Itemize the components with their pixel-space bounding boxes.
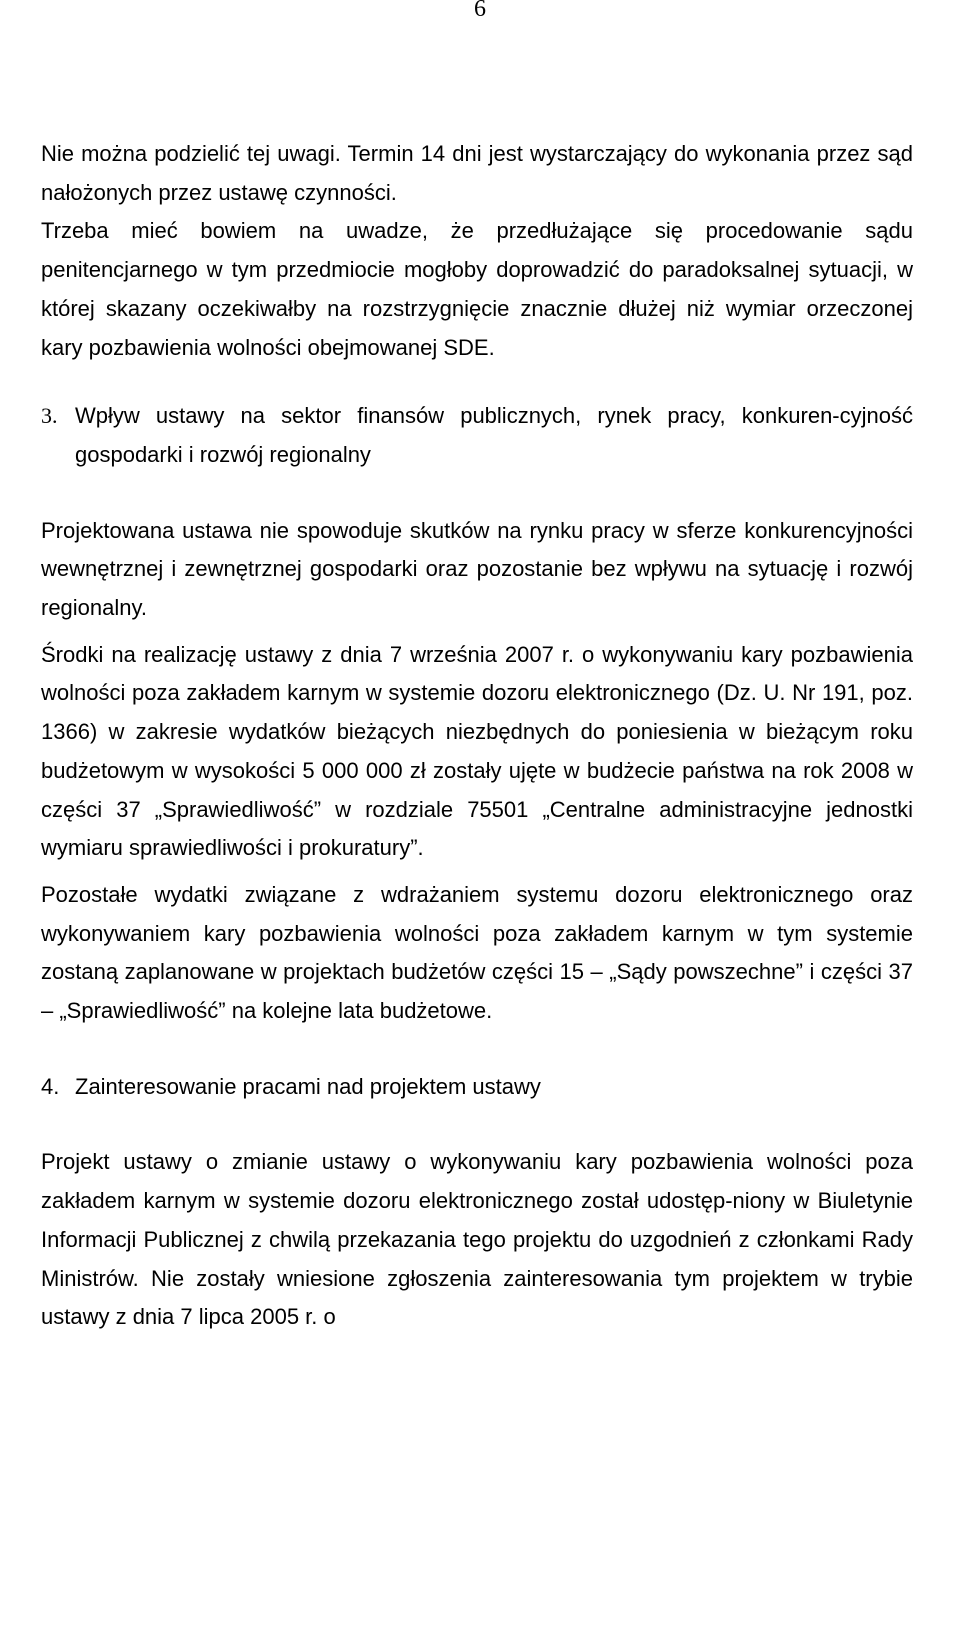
document-body: [41, 135, 913, 1337]
section-4-title: Zainteresowanie pracami nad projektem ustawy: [75, 1073, 541, 1099]
section-3-heading: [41, 397, 913, 474]
spacer: [41, 367, 913, 397]
spacer: [41, 868, 913, 876]
section-4-number: 4.: [41, 1073, 60, 1099]
paragraph-pozostale-wydatki: Pozostałe wydatki związane z wdrażaniem systemu dozoru elektronicznego oraz wykonywaniem kary pozbawienia wolności poza zakładem karnym w tym systemie zostaną zaplanowane w projektach budżetów części 15 – „Sądy powszechne” i części 37 – „Sprawiedliwość” na kolejne lata budżetowe.: [41, 881, 913, 1024]
paragraph-srodki: Środki na realizację ustawy z dnia 7 września 2007 r. o wykonywaniu kary pozbawienia wolności poza zakładem karnym w systemie dozoru elektronicznego (Dz. U. Nr 191, poz. 1366) w zakresie wydatków bieżących niezbędnych do poniesienia w bieżącym roku budżetowym w wysokości 5 000 000 zł zostały ujęte w budżecie państwa na rok 2008 w części 37 „Sprawiedliwość” w rozdziale 75501 „Centralne administracyjne jednostki wymiaru sprawiedliwości i prokuratury”.: [41, 641, 913, 861]
spacer: [41, 1031, 913, 1068]
spacer: [41, 628, 913, 636]
section-4-heading: [41, 1068, 913, 1107]
paragraph-projekt-udostepniony: Projekt ustawy o zmianie ustawy o wykonywaniu kary pozbawienia wolności poza zakładem karnym w systemie dozoru elektronicznego został udostęp-niony w Biuletynie Informacji Publicznej z chwilą przekazania tego projektu do uzgodnień z członkami Rady Ministrów. Nie zostały wniesione zgłoszenia zainteresowania tym projektem w trybie ustawy z dnia 7 lipca 2005 r. o: [41, 1149, 913, 1330]
paragraph-termin: Nie można podzielić tej uwagi. Termin 14 dni jest wystarczający do wykonania przez sąd nałożonych przez ustawę czynności.: [41, 141, 913, 205]
paragraph-procedowanie: Trzeba mieć bowiem na uwadze, że przedłużające się procedowanie sądu penitencjarnego w tym przedmiocie mogłoby doprowadzić do paradoksalnej sytuacji, w której skazany oczekiwałby na rozstrzygnięcie znacznie dłużej niż wymiar orzeczonej kary pozbawienia wolności obejmowanej SDE.: [41, 218, 913, 360]
spacer: [41, 475, 913, 512]
section-3-number: 3.: [41, 403, 58, 429]
paragraph-rynek-pracy: Projektowana ustawa nie spowoduje skutków na rynku pracy w sferze konkurencyjności wewnętrznej i zewnętrznej gospodarki oraz pozostanie bez wpływu na sytuację i rozwój regionalny.: [41, 517, 913, 621]
spacer: [41, 1106, 913, 1143]
section-3-title: Wpływ ustawy na sektor finansów publicznych, rynek pracy, konkuren-cyjność gospodarki i rozwój regionalny: [75, 403, 913, 467]
page-number: 6: [474, 0, 486, 22]
